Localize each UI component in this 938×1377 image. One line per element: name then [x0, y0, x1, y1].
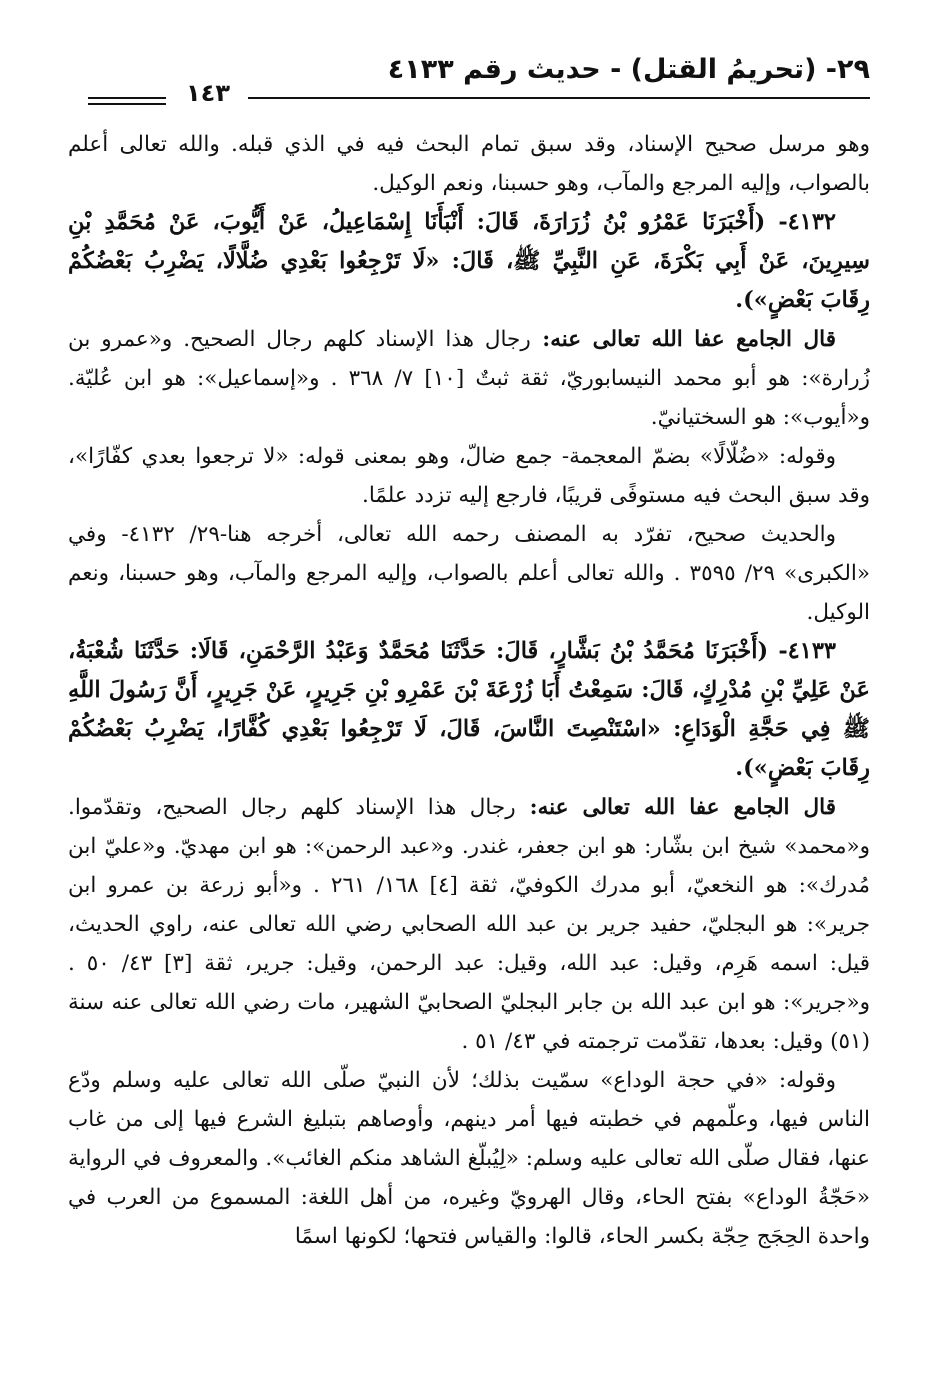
commentary-lead: قال الجامع عفا الله تعالى عنه:: [515, 795, 836, 820]
hadith-4133: [68, 632, 870, 788]
commentary-4132-wording: [68, 437, 870, 515]
header-rule-left-lower: [88, 103, 166, 105]
hadith-number: ٤١٣٢-: [765, 209, 837, 235]
commentary-4133-wording: [68, 1061, 870, 1256]
paragraph-text: رجال هذا الإسناد كلهم رجال الصحيح. و«عمرو بن زُرارة»: هو أبو محمد النيسابوريّ، ثقة ثبتٌ [١٠] ٧/ ٣٦٨ . و«إسماعيل»: هو ابن عُليّة. و«أيوب»: هو السختيانيّ.: [68, 327, 871, 430]
body-text: [68, 125, 870, 1256]
paragraph-mursal: [68, 125, 870, 203]
commentary-4132-grading: [68, 515, 870, 632]
header-rule-right: [248, 97, 870, 99]
paragraph-text: والحديث صحيح، تفرّد به المصنف رحمه الله تعالى، أخرجه هنا-٢٩/ ٤١٣٢- وفي «الكبرى» ٢٩/ ٣٥٩٥ . والله تعالى أعلم بالصواب، وإليه المرجع والمآب، وهو حسبنا، ونعم الوكيل.: [68, 522, 871, 625]
hadith-text: (أَخْبَرَنَا مُحَمَّدُ بْنُ بَشَّارٍ، قَالَ: حَدَّثَنَا مُحَمَّدٌ وَعَبْدُ الرَّحْمَنِ، قَالَا: حَدَّثَنَا شُعْبَةُ، عَنْ عَلِيِّ بْنِ مُدْرِكٍ، قَالَ: سَمِعْتُ أَبَا زُرْعَةَ بْنَ عَمْرِو بْنِ جَرِيرٍ، عَنْ جَرِيرٍ، أَنَّ رَسُولَ اللَّهِ ﷺ فِي حَجَّةِ الْوَدَاعِ: «اسْتَنْصِتَ النَّاسَ، قَالَ، لَا تَرْجِعُوا بَعْدِي كُفَّارًا، يَضْرِبُ بَعْضُكُمْ رِقَابَ بَعْضٍ»).: [68, 638, 870, 781]
hadith-4132: [68, 203, 870, 320]
commentary-4132-narrators: [68, 320, 870, 437]
paragraph-text: وهو مرسل صحيح الإسناد، وقد سبق تمام البحث فيه في الذي قبله. والله تعالى أعلم بالصواب، وإليه المرجع والمآب، وهو حسبنا، ونعم الوكيل.: [68, 132, 870, 196]
paragraph-text: وقوله: «ضُلّالًا» بضمّ المعجمة- جمع ضالّ، وهو بمعنى قوله: «لا ترجعوا بعدي كفّارًا»، وقد سبق البحث فيه مستوفًى قريبًا، فارجع إليه تزدد علمًا.: [68, 444, 870, 508]
hadith-number: ٤١٣٣-: [768, 638, 837, 664]
hadith-text: (أَخْبَرَنَا عَمْرُو بْنُ زُرَارَةَ، قَالَ: أَنْبَأَنَا إِسْمَاعِيلُ، عَنْ أَيُّوبَ، عَنْ مُحَمَّدِ بْنِ سِيرِينَ، عَنْ أَبِي بَكْرَةَ، عَنِ النَّبِيِّ ﷺ، قَالَ: «لَا تَرْجِعُوا بَعْدِي ضُلَّالًا، يَضْرِبُ بَعْضُكُمْ رِقَابَ بَعْضٍ»).: [68, 209, 870, 313]
paragraph-text: وقوله: «في حجة الوداع» سمّيت بذلك؛ لأن النبيّ صلّى الله تعالى عليه وسلم ودّع الناس فيها، وعلّمهم في خطبته فيها أمر دينهم، وأوصاهم بتبليغ الشرع فيها إلى من غاب عنها، فقال صلّى الله تعالى عليه وسلم: «لِيُبلّغ الشاهد منكم الغائب». والمعروف في الرواية «حَجّةُ الوداع» بفتح الحاء، وقال الهرويّ وغيره، من أهل اللغة: المسموع من العرب في واحدة الحِجَج حِجّة بكسر الحاء، قالوا: والقياس فتحها؛ لكونها اسمًا: [68, 1068, 870, 1249]
chapter-title: ٢٩- (تحريمُ القتل) - حديث رقم ٤١٣٣: [387, 54, 870, 85]
paragraph-text: رجال هذا الإسناد كلهم رجال الصحيح، وتقدّموا. و«محمد» شيخ ابن بشّار: هو ابن جعفر، غندر. و«عبد الرحمن»: هو ابن مهديّ. و«عليّ ابن مُدرك»: هو النخعيّ، أبو مدرك الكوفيّ، ثقة [٤] ١٦٨/ ٢٦١ . و«أبو زرعة بن عمرو ابن جرير»: هو البجليّ، حفيد جرير بن عبد الله الصحابي رضي الله تعالى عنه، راوي الحديث، قيل: اسمه هَرِم، وقيل: عبد الله، وقيل: عبد الرحمن، وقيل: جرير، ثقة [٣] ٤٣/ ٥٠ . و«جرير»: هو ابن عبد الله بن جابر البجليّ الصحابيّ الشهير، مات رضي الله تعالى عنه سنة (٥١) وقيل: بعدها، تقدّمت ترجمته في ٤٣/ ٥١ .: [68, 795, 870, 1054]
page-number: ١٤٣: [186, 79, 230, 107]
page-header: [88, 50, 870, 110]
commentary-4133-narrators: [68, 788, 870, 1061]
commentary-lead: قال الجامع عفا الله تعالى عنه:: [530, 327, 837, 352]
header-rule-left: [88, 97, 166, 99]
